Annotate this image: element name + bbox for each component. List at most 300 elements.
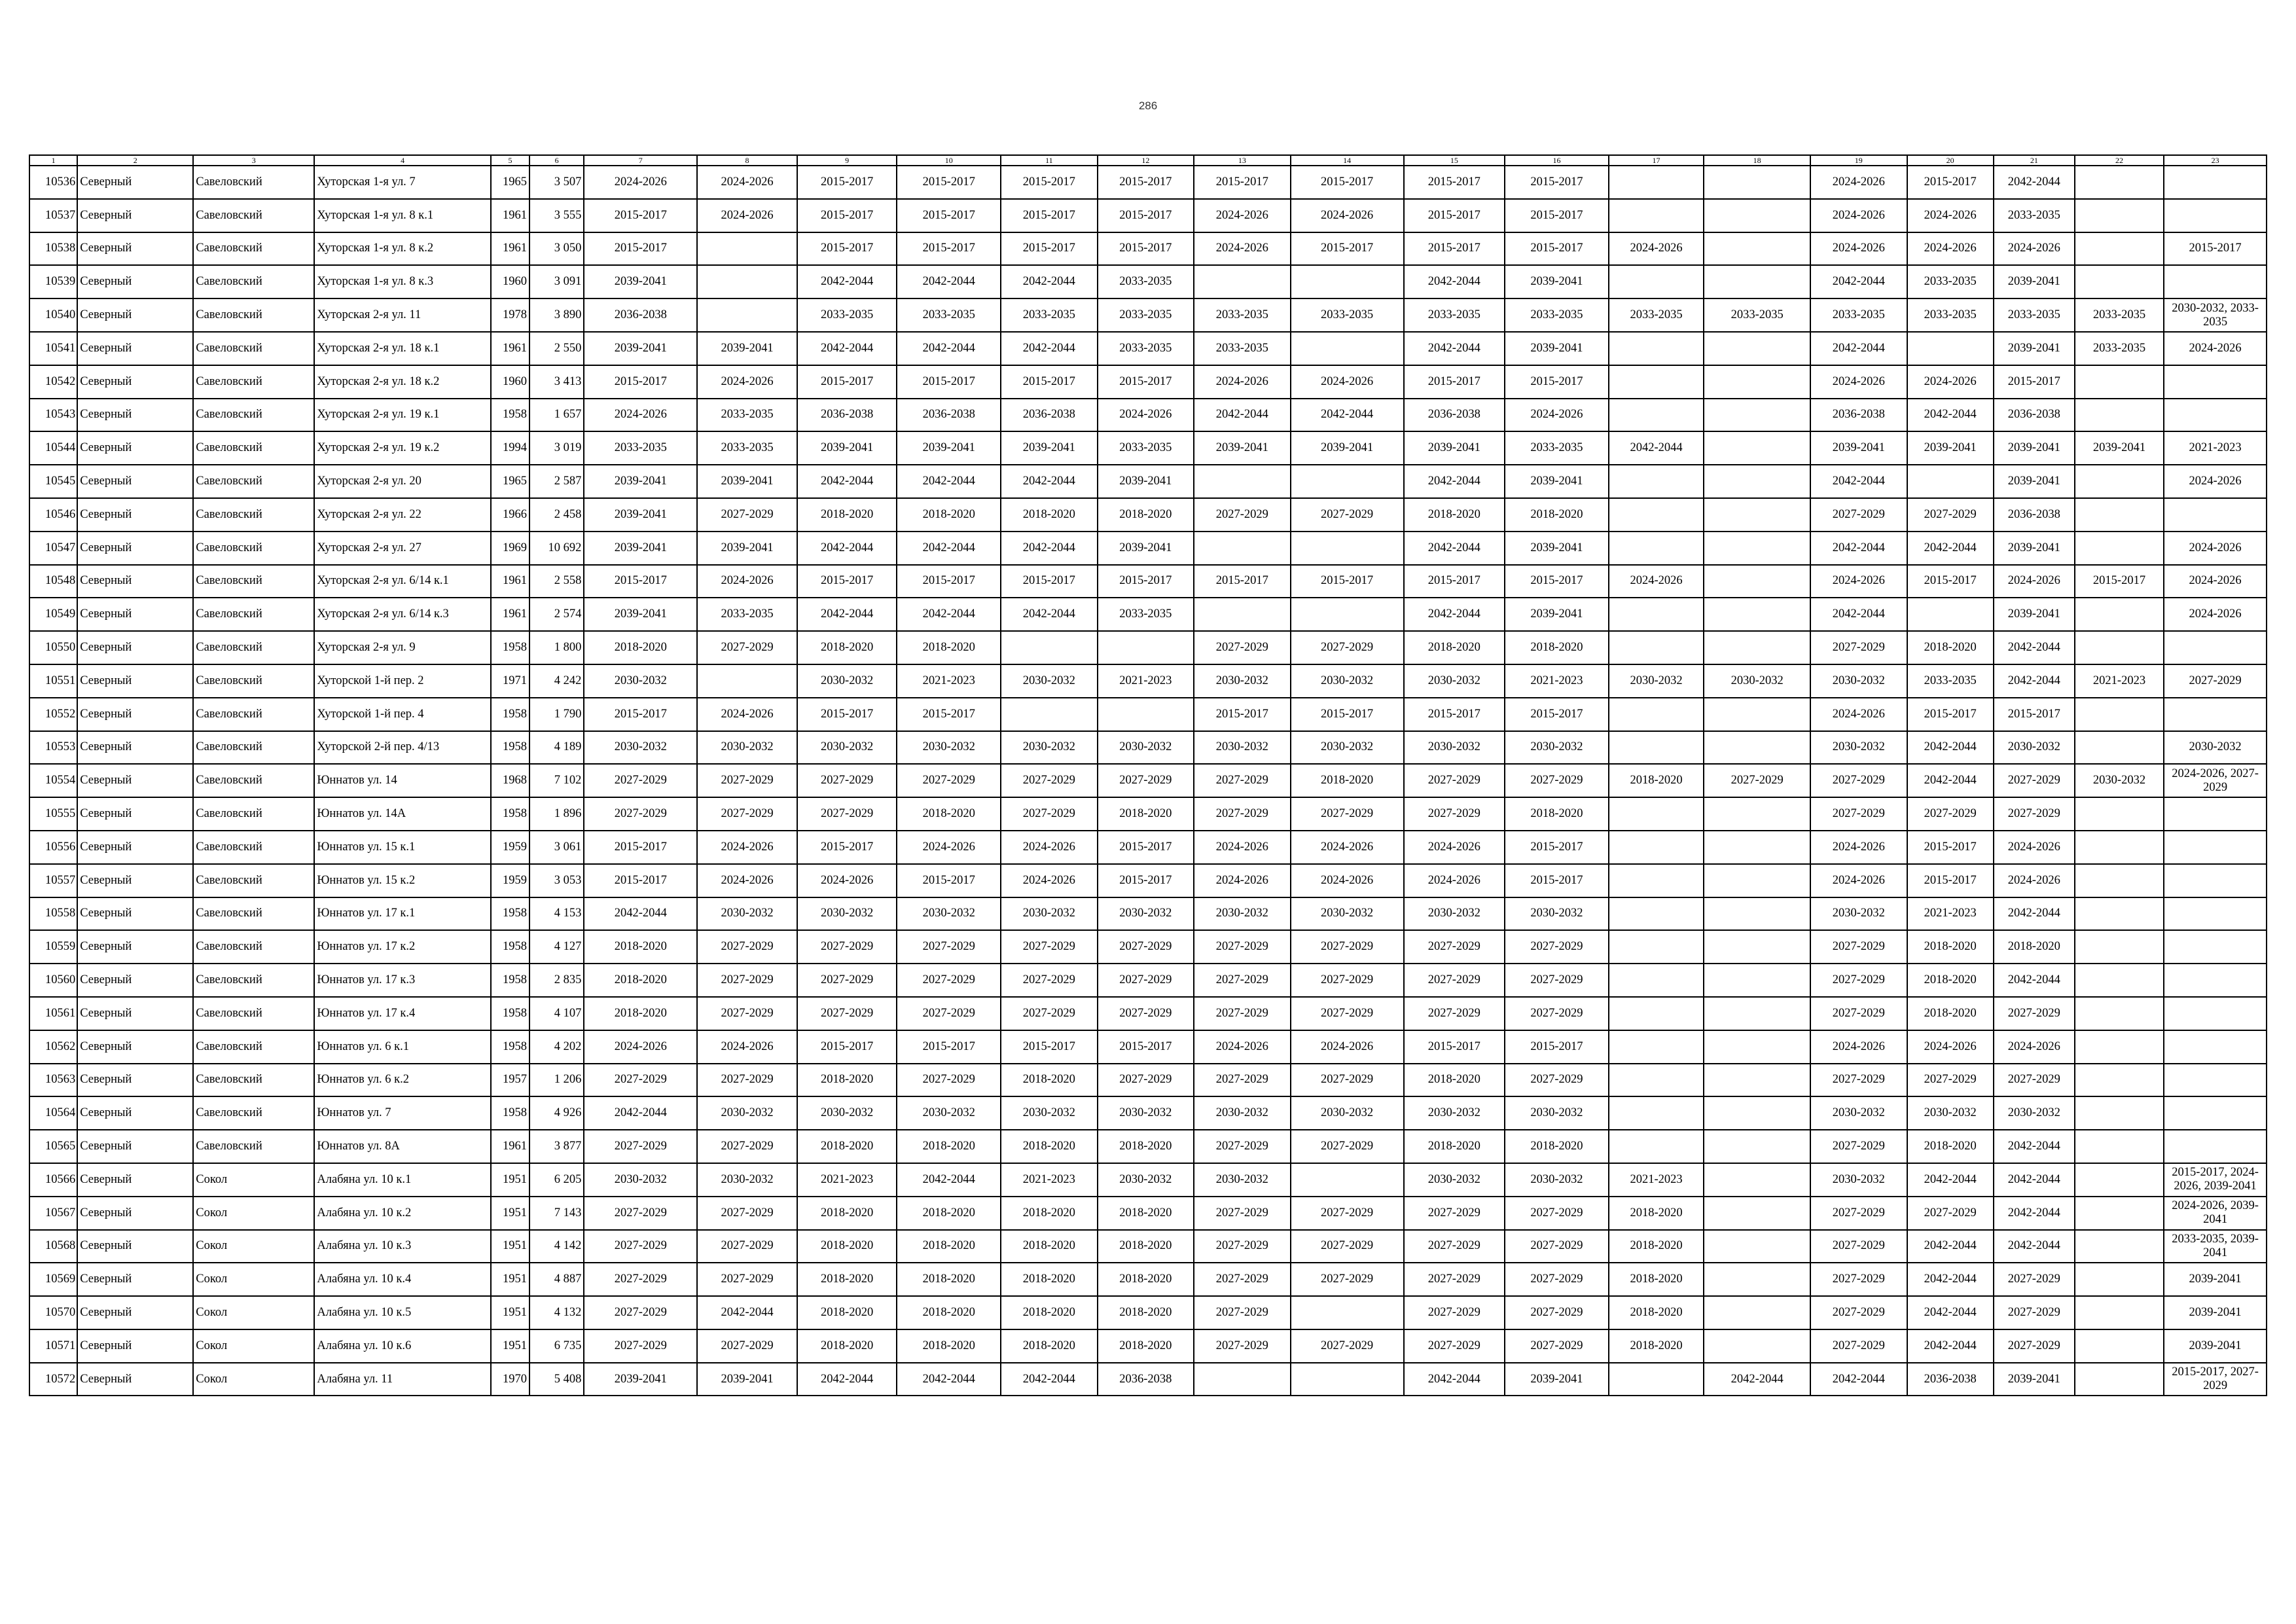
table-cell: Хуторская 1-я ул. 8 к.3 [314, 265, 491, 298]
column-number: 14 [1291, 155, 1404, 166]
table-cell: 2042-2044 [897, 265, 1001, 298]
table-cell: 2018-2020 [584, 997, 697, 1030]
table-cell: 2015-2017 [1001, 365, 1098, 399]
table-cell: 10567 [29, 1197, 77, 1230]
table-cell: 2030-2032 [1291, 897, 1404, 931]
table-cell: 2027-2029 [1194, 797, 1291, 831]
table-cell: 2042-2044 [1404, 265, 1505, 298]
table-cell: Северный [77, 298, 193, 332]
table-cell: 2027-2029 [1291, 1064, 1404, 1097]
table-cell: 2042-2044 [1907, 1296, 1994, 1329]
table-cell: 2024-2026 [697, 565, 797, 598]
table-cell: 2024-2026 [1291, 199, 1404, 232]
table-cell: 10540 [29, 298, 77, 332]
table-cell: 2042-2044 [1001, 598, 1098, 631]
table-cell: 2021-2023 [1001, 1163, 1098, 1197]
table-cell [2164, 399, 2267, 432]
table-cell [2075, 997, 2164, 1030]
table-row [29, 1329, 2267, 1363]
table-cell: 2018-2020 [797, 1130, 897, 1163]
table-cell: 2027-2029 [1404, 1197, 1505, 1230]
table-cell [697, 664, 797, 698]
table-cell [1609, 365, 1704, 399]
table-cell: 2018-2020 [797, 498, 897, 532]
table-cell: 2042-2044 [897, 598, 1001, 631]
table-cell: Юннатов ул. 6 к.1 [314, 1030, 491, 1064]
table-cell: 2033-2035, 2039-2041 [2164, 1230, 2267, 1263]
table-cell: 10563 [29, 1064, 77, 1097]
table-cell: 2027-2029 [584, 764, 697, 797]
table-cell [2075, 1230, 2164, 1263]
table-cell: 2015-2017 [1098, 199, 1194, 232]
table-cell: 2030-2032 [1404, 1163, 1505, 1197]
table-cell: 2027-2029 [1994, 997, 2075, 1030]
table-cell: Северный [77, 631, 193, 664]
table-cell: 3 877 [529, 1130, 584, 1163]
table-cell [2164, 1130, 2267, 1163]
table-cell: 2039-2041 [1994, 332, 2075, 365]
table-cell: 2027-2029 [897, 964, 1001, 997]
table-cell: 10562 [29, 1030, 77, 1064]
table-cell: 2021-2023 [1098, 664, 1194, 698]
column-number: 17 [1609, 155, 1704, 166]
table-cell: 2018-2020 [897, 1230, 1001, 1263]
table-cell: 2039-2041 [584, 465, 697, 498]
table-cell: 2033-2035 [1810, 298, 1907, 332]
table-cell: 2015-2017 [1505, 199, 1609, 232]
table-cell: 2027-2029 [697, 1130, 797, 1163]
table-cell [2164, 997, 2267, 1030]
table-cell: 2033-2035 [1907, 265, 1994, 298]
table-cell: 2021-2023 [1609, 1163, 1704, 1197]
table-cell [1609, 166, 1704, 199]
table-cell [1907, 598, 1994, 631]
table-cell: 2030-2032 [1098, 1096, 1194, 1130]
table-cell: 2015-2017 [1404, 365, 1505, 399]
table-cell [1704, 797, 1810, 831]
table-cell [2164, 199, 2267, 232]
table-cell: 2030-2032 [1609, 664, 1704, 698]
table-cell: 2027-2029 [1505, 1296, 1609, 1329]
table-cell: 2030-2032 [1505, 1163, 1609, 1197]
table-cell: 2033-2035 [1907, 298, 1994, 332]
table-cell: 2030-2032 [584, 664, 697, 698]
table-cell: 2018-2020 [1609, 1230, 1704, 1263]
table-cell: Хуторская 2-я ул. 19 к.1 [314, 399, 491, 432]
table-cell [2075, 698, 2164, 731]
table-cell [2075, 1329, 2164, 1363]
table-cell: 2039-2041 [1505, 465, 1609, 498]
table-cell: Северный [77, 864, 193, 897]
table-cell: 2024-2026 [1609, 232, 1704, 266]
table-cell: 2015-2017 [1404, 199, 1505, 232]
table-cell: 2027-2029 [1704, 764, 1810, 797]
table-row [29, 964, 2267, 997]
table-cell: 2024-2026 [1404, 864, 1505, 897]
table-cell: Северный [77, 1263, 193, 1296]
table-cell: Алабяна ул. 11 [314, 1363, 491, 1396]
table-cell: 2042-2044 [1404, 465, 1505, 498]
table-cell: 2036-2038 [1907, 1363, 1994, 1396]
table-cell: 2024-2026 [697, 166, 797, 199]
column-number: 20 [1907, 155, 1994, 166]
table-cell: 2039-2041 [1194, 431, 1291, 465]
table-cell: 1 800 [529, 631, 584, 664]
table-cell [2075, 797, 2164, 831]
table-cell: 2024-2026 [1810, 166, 1907, 199]
table-cell: Савеловский [193, 930, 314, 964]
table-cell: 10542 [29, 365, 77, 399]
table-cell: 2042-2044 [1810, 465, 1907, 498]
table-cell: 2039-2041 [1505, 532, 1609, 565]
table-cell: 2024-2026 [1810, 232, 1907, 266]
table-cell [1194, 1363, 1291, 1396]
table-cell: 2039-2041 [2075, 431, 2164, 465]
table-cell [1704, 565, 1810, 598]
table-cell: 2015-2017 [584, 365, 697, 399]
table-cell: 2027-2029 [697, 498, 797, 532]
table-cell: 2027-2029 [1194, 1197, 1291, 1230]
table-row [29, 565, 2267, 598]
table-cell: 2021-2023 [1505, 664, 1609, 698]
table-cell: Северный [77, 232, 193, 266]
table-cell: 10561 [29, 997, 77, 1030]
table-cell: 1958 [491, 399, 529, 432]
table-cell: Савеловский [193, 298, 314, 332]
table-row [29, 664, 2267, 698]
table-cell: 2042-2044 [797, 532, 897, 565]
table-cell: 2027-2029 [1404, 764, 1505, 797]
table-cell: 10568 [29, 1230, 77, 1263]
table-cell: 2024-2026 [1001, 831, 1098, 864]
table-cell: 4 887 [529, 1263, 584, 1296]
table-cell: 2027-2029 [1098, 964, 1194, 997]
table-cell: Савеловский [193, 332, 314, 365]
table-cell: 2027-2029 [1994, 1064, 2075, 1097]
table-cell: Савеловский [193, 964, 314, 997]
table-cell [1704, 1230, 1810, 1263]
table-row [29, 399, 2267, 432]
table-cell: Северный [77, 731, 193, 765]
table-cell [697, 265, 797, 298]
table-cell: 2030-2032 [1404, 1096, 1505, 1130]
table-cell: 2015-2017 [1994, 698, 2075, 731]
table-cell: 10558 [29, 897, 77, 931]
table-cell: 2018-2020 [897, 1296, 1001, 1329]
table-cell: 2036-2038 [1810, 399, 1907, 432]
table-row [29, 532, 2267, 565]
table-cell: Северный [77, 1163, 193, 1197]
table-cell: 2027-2029 [1505, 1197, 1609, 1230]
table-cell: 2015-2017 [584, 831, 697, 864]
table-cell: 2042-2044 [1194, 399, 1291, 432]
table-cell: 10548 [29, 565, 77, 598]
table-cell: 1961 [491, 598, 529, 631]
table-cell: Северный [77, 498, 193, 532]
table-cell: Северный [77, 431, 193, 465]
table-cell [2075, 1130, 2164, 1163]
table-cell: 2036-2038 [1994, 498, 2075, 532]
table-cell [2075, 1363, 2164, 1396]
table-cell: 2042-2044 [797, 1363, 897, 1396]
table-cell: Юннатов ул. 17 к.3 [314, 964, 491, 997]
table-cell: 2018-2020 [1098, 1197, 1194, 1230]
table-cell: 2042-2044 [584, 1096, 697, 1130]
table-cell [1704, 831, 1810, 864]
table-cell [1704, 332, 1810, 365]
table-cell: 2018-2020 [1907, 964, 1994, 997]
table-row [29, 1230, 2267, 1263]
table-cell [2164, 897, 2267, 931]
table-cell: Юннатов ул. 17 к.2 [314, 930, 491, 964]
table-cell [1194, 532, 1291, 565]
table-cell [1704, 930, 1810, 964]
table-cell: 2033-2035 [2075, 298, 2164, 332]
table-cell: 2027-2029 [897, 764, 1001, 797]
table-cell: 2027-2029 [1505, 764, 1609, 797]
table-cell [1704, 1130, 1810, 1163]
table-cell: Савеловский [193, 1064, 314, 1097]
table-cell: 10551 [29, 664, 77, 698]
table-cell: 2015-2017 [584, 565, 697, 598]
table-cell: 2039-2041 [2164, 1263, 2267, 1296]
table-cell: 2024-2026 [697, 698, 797, 731]
table-cell: 2030-2032 [697, 731, 797, 765]
table-row [29, 731, 2267, 765]
table-cell: Северный [77, 997, 193, 1030]
table-cell [1291, 1296, 1404, 1329]
table-cell: 2042-2044 [1907, 764, 1994, 797]
table-cell: 2042-2044 [1704, 1363, 1810, 1396]
table-cell: 2027-2029 [1291, 964, 1404, 997]
table-cell [1609, 532, 1704, 565]
column-number: 18 [1704, 155, 1810, 166]
table-cell: 2027-2029 [1810, 1230, 1907, 1263]
table-cell: Юннатов ул. 15 к.1 [314, 831, 491, 864]
table-cell: 2027-2029 [1810, 1329, 1907, 1363]
table-cell: 2024-2026 [1907, 1030, 1994, 1064]
table-cell [2075, 365, 2164, 399]
table-row [29, 930, 2267, 964]
table-cell [1609, 332, 1704, 365]
table-cell: 2024-2026 [1291, 1030, 1404, 1064]
table-cell [1194, 265, 1291, 298]
table-cell: 2015-2017 [1505, 831, 1609, 864]
table-cell: 2018-2020 [1609, 1263, 1704, 1296]
table-cell: 2039-2041 [584, 1363, 697, 1396]
table-cell: Хуторская 2-я ул. 19 к.2 [314, 431, 491, 465]
table-cell: 2015-2017 [797, 565, 897, 598]
table-cell: Савеловский [193, 897, 314, 931]
table-cell: 2042-2044 [1404, 1363, 1505, 1396]
table-cell: 2030-2032 [1001, 1096, 1098, 1130]
table-cell: 2015-2017 [797, 166, 897, 199]
table-cell: 2033-2035 [1907, 664, 1994, 698]
column-number: 16 [1505, 155, 1609, 166]
table-cell: Северный [77, 399, 193, 432]
table-cell: 2024-2026 [2164, 465, 2267, 498]
table-cell: 2027-2029 [1291, 1130, 1404, 1163]
table-cell: Савеловский [193, 199, 314, 232]
table-cell: 2030-2032 [1194, 897, 1291, 931]
column-number: 4 [314, 155, 491, 166]
table-cell: 2042-2044 [1404, 598, 1505, 631]
table-cell: 2039-2041 [697, 1363, 797, 1396]
table-cell [1704, 166, 1810, 199]
table-cell: 2024-2026 [1994, 232, 2075, 266]
table-cell: 2015-2017 [584, 698, 697, 731]
table-cell: 2027-2029 [1994, 797, 2075, 831]
table-cell: 2042-2044 [1810, 332, 1907, 365]
table-cell: 2027-2029 [1194, 997, 1291, 1030]
table-cell: Алабяна ул. 10 к.6 [314, 1329, 491, 1363]
column-number: 21 [1994, 155, 2075, 166]
table-cell [1704, 232, 1810, 266]
table-cell: Хуторская 2-я ул. 6/14 к.3 [314, 598, 491, 631]
table-cell: 2015-2017 [1098, 565, 1194, 598]
table-cell: 2027-2029 [584, 1197, 697, 1230]
table-cell: Савеловский [193, 698, 314, 731]
table-cell [1609, 265, 1704, 298]
table-cell: 2018-2020 [1098, 1130, 1194, 1163]
table-cell: 2018-2020 [1505, 631, 1609, 664]
table-row [29, 166, 2267, 199]
table-cell: 4 153 [529, 897, 584, 931]
table-cell: 7 102 [529, 764, 584, 797]
table-cell: 2027-2029 [1404, 930, 1505, 964]
table-cell: Савеловский [193, 598, 314, 631]
table-cell: 2027-2029 [1291, 997, 1404, 1030]
table-cell: Хуторской 2-й пер. 4/13 [314, 731, 491, 765]
table-row [29, 698, 2267, 731]
table-cell: Алабяна ул. 10 к.3 [314, 1230, 491, 1263]
table-cell: 2018-2020 [1404, 631, 1505, 664]
table-cell: 2030-2032 [1810, 731, 1907, 765]
table-cell: 2015-2017 [1907, 864, 1994, 897]
table-cell: 1958 [491, 698, 529, 731]
table-cell: 3 091 [529, 265, 584, 298]
table-cell: Савеловский [193, 1030, 314, 1064]
table-cell [2075, 1197, 2164, 1230]
table-cell: 2015-2017 [1505, 565, 1609, 598]
column-number: 8 [697, 155, 797, 166]
table-cell [2075, 1163, 2164, 1197]
table-cell: 2030-2032 [1994, 731, 2075, 765]
table-cell: 2039-2041 [797, 431, 897, 465]
table-cell: 2018-2020 [1098, 797, 1194, 831]
table-cell [2164, 166, 2267, 199]
table-cell: 2018-2020 [1907, 631, 1994, 664]
table-cell: 2015-2017 [1098, 864, 1194, 897]
table-cell: 2027-2029 [1404, 1296, 1505, 1329]
table-cell: 2 587 [529, 465, 584, 498]
table-cell: 2015-2017 [1001, 199, 1098, 232]
table-cell: 1958 [491, 1030, 529, 1064]
table-row [29, 1163, 2267, 1197]
table-cell [2164, 930, 2267, 964]
table-cell: 2042-2044 [897, 465, 1001, 498]
table-cell [2164, 797, 2267, 831]
table-cell: 2042-2044 [1994, 1230, 2075, 1263]
table-row [29, 1296, 2267, 1329]
table-cell: 2042-2044 [1001, 1363, 1098, 1396]
table-cell: 2024-2026, 2027-2029 [2164, 764, 2267, 797]
table-cell: 10543 [29, 399, 77, 432]
table-cell: 2024-2026 [1291, 365, 1404, 399]
table-cell: 2015-2017 [1505, 1030, 1609, 1064]
table-cell: 2027-2029 [1291, 498, 1404, 532]
table-cell: 2042-2044 [897, 1363, 1001, 1396]
table-cell: 2027-2029 [584, 1230, 697, 1263]
table-cell: 10550 [29, 631, 77, 664]
table-cell: Юннатов ул. 14 [314, 764, 491, 797]
table-cell: 2018-2020 [797, 1197, 897, 1230]
table-cell: Савеловский [193, 731, 314, 765]
table-cell [2075, 964, 2164, 997]
table-cell: Северный [77, 897, 193, 931]
table-cell: 2024-2026 [584, 399, 697, 432]
table-cell: Савеловский [193, 831, 314, 864]
table-cell: 2027-2029 [1194, 1064, 1291, 1097]
table-cell: 2033-2035 [1994, 298, 2075, 332]
table-cell: 2024-2026 [1907, 365, 1994, 399]
table-row [29, 997, 2267, 1030]
table-cell: Северный [77, 565, 193, 598]
table-cell [2075, 831, 2164, 864]
table-cell: 1958 [491, 631, 529, 664]
table-row [29, 1130, 2267, 1163]
table-cell: 1959 [491, 831, 529, 864]
table-cell: 2024-2026 [797, 864, 897, 897]
table-cell [1609, 997, 1704, 1030]
table-cell: 1 790 [529, 698, 584, 731]
table-cell [1704, 997, 1810, 1030]
table-cell: Северный [77, 1296, 193, 1329]
table-cell: 2024-2026 [1194, 199, 1291, 232]
table-cell: 2015-2017, 2024-2026, 2039-2041 [2164, 1163, 2267, 1197]
table-cell [2075, 631, 2164, 664]
table-cell: 1978 [491, 298, 529, 332]
table-cell: 2015-2017 [1505, 698, 1609, 731]
table-cell: 2033-2035 [697, 598, 797, 631]
table-cell: Северный [77, 1197, 193, 1230]
table-cell: 10564 [29, 1096, 77, 1130]
table-cell: 2039-2041 [1994, 465, 2075, 498]
table-cell: Северный [77, 465, 193, 498]
table-cell: 2033-2035 [1404, 298, 1505, 332]
table-cell: 2042-2044 [1291, 399, 1404, 432]
table-cell: 3 050 [529, 232, 584, 266]
table-cell: 2027-2029 [1194, 964, 1291, 997]
table-cell: 2030-2032 [1194, 1163, 1291, 1197]
table-cell: 2015-2017 [1404, 166, 1505, 199]
table-cell: 2015-2017 [1907, 698, 1994, 731]
table-cell: 2042-2044 [797, 465, 897, 498]
table-cell: 2027-2029 [584, 1263, 697, 1296]
table-cell: 2018-2020 [897, 1197, 1001, 1230]
column-number: 19 [1810, 155, 1907, 166]
table-cell: 10539 [29, 265, 77, 298]
table-cell: Юннатов ул. 14А [314, 797, 491, 831]
table-cell [1609, 631, 1704, 664]
table-cell: Северный [77, 964, 193, 997]
table-cell: 2 458 [529, 498, 584, 532]
table-cell [1291, 265, 1404, 298]
page-number: 286 [1138, 99, 1158, 112]
table-cell: 2027-2029 [1505, 1230, 1609, 1263]
table-cell: 2033-2035 [1505, 431, 1609, 465]
table-cell: 2027-2029 [1810, 964, 1907, 997]
